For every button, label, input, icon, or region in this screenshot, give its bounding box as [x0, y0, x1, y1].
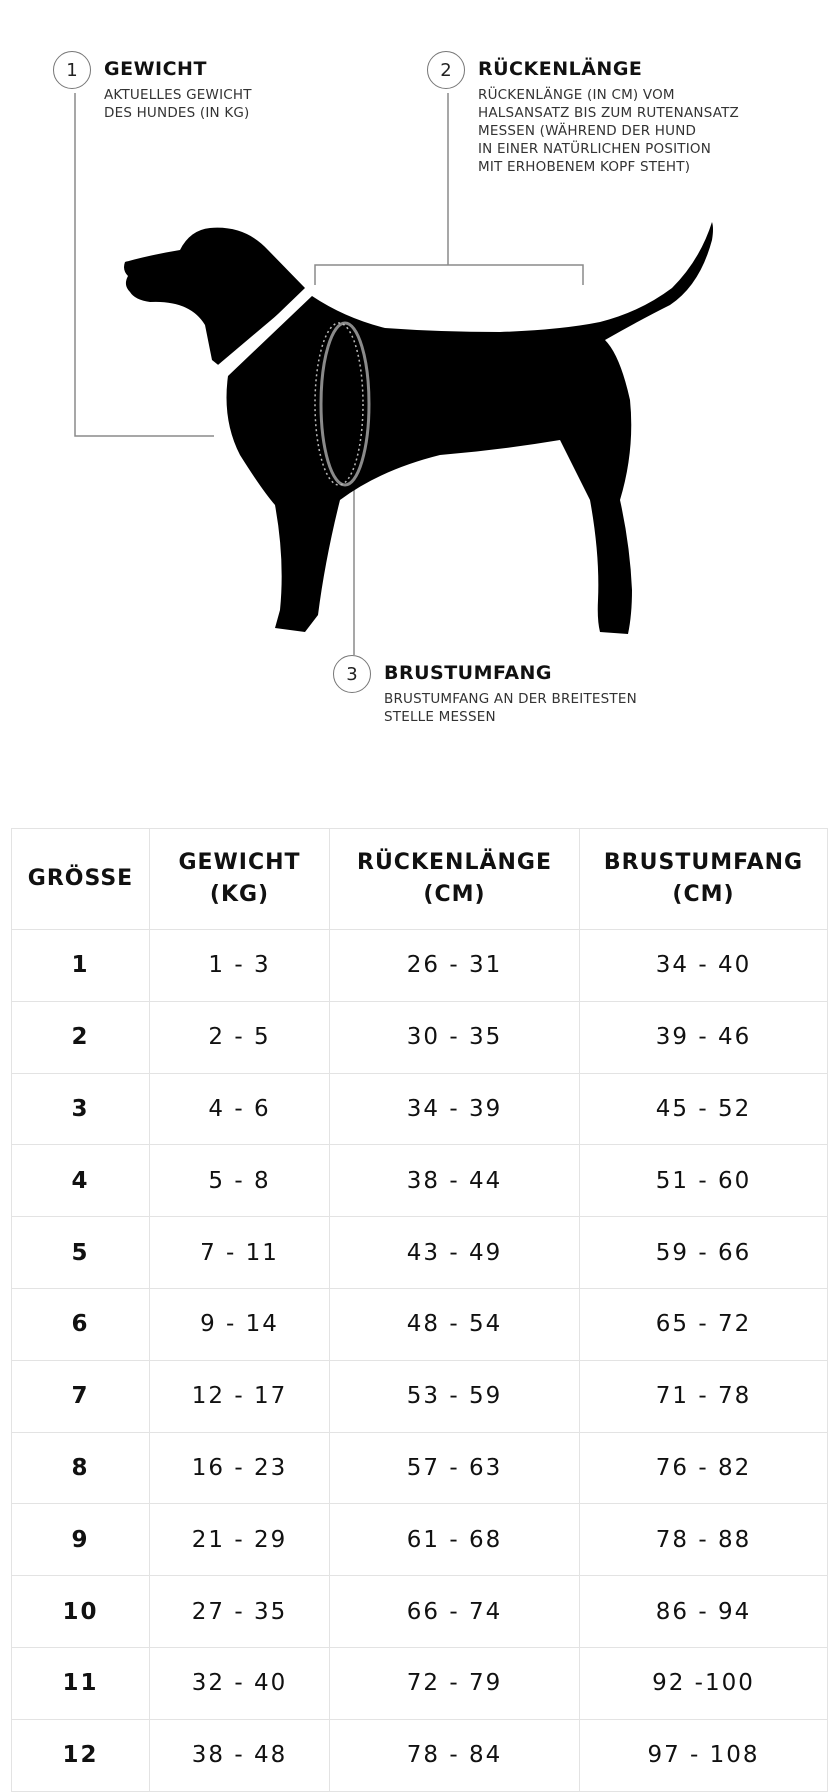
header-unit: (KG) [209, 882, 270, 907]
cell-weight: 12 - 17 [150, 1360, 330, 1432]
cell-size: 1 [12, 930, 150, 1002]
cell-chest-girth: 45 - 52 [580, 1073, 828, 1145]
cell-size: 5 [12, 1217, 150, 1289]
cell-size: 6 [12, 1288, 150, 1360]
size-table [11, 828, 828, 1792]
desc-line: BRUSTUMFANG AN DER BREITESTEN [384, 691, 637, 707]
table-row [12, 1576, 828, 1648]
cell-back-length: 53 - 59 [330, 1360, 580, 1432]
cell-back-length: 38 - 44 [330, 1145, 580, 1217]
header-size [12, 829, 150, 930]
label-back-length [478, 58, 739, 176]
label-chest-girth [384, 662, 637, 726]
cell-weight: 27 - 35 [150, 1576, 330, 1648]
cell-chest-girth: 59 - 66 [580, 1217, 828, 1289]
label-number-3: 3 [333, 655, 371, 693]
cell-weight: 1 - 3 [150, 930, 330, 1002]
cell-size: 11 [12, 1647, 150, 1719]
cell-chest-girth: 71 - 78 [580, 1360, 828, 1432]
cell-weight: 7 - 11 [150, 1217, 330, 1289]
cell-back-length: 48 - 54 [330, 1288, 580, 1360]
cell-size: 12 [12, 1719, 150, 1791]
cell-back-length: 66 - 74 [330, 1576, 580, 1648]
table-row [12, 1288, 828, 1360]
cell-back-length: 57 - 63 [330, 1432, 580, 1504]
header-chest-girth [580, 829, 828, 930]
label-back-length-desc [478, 86, 739, 176]
header-weight [150, 829, 330, 930]
label-chest-girth-desc [384, 690, 637, 726]
measurement-diagram [0, 0, 838, 760]
cell-chest-girth: 51 - 60 [580, 1145, 828, 1217]
cell-size: 2 [12, 1001, 150, 1073]
table-row [12, 1504, 828, 1576]
cell-size: 3 [12, 1073, 150, 1145]
desc-line: AKTUELLES GEWICHT [104, 87, 252, 103]
table-row [12, 1360, 828, 1432]
cell-size: 9 [12, 1504, 150, 1576]
cell-weight: 5 - 8 [150, 1145, 330, 1217]
header-unit: (CM) [672, 882, 735, 907]
desc-line: RÜCKENLÄNGE (IN CM) VOM [478, 87, 675, 103]
label-number-1: 1 [53, 51, 91, 89]
dog-silhouette [124, 222, 713, 634]
label-weight [104, 58, 252, 122]
table-row [12, 930, 828, 1002]
table-row [12, 1145, 828, 1217]
label-number-2: 2 [427, 51, 465, 89]
cell-weight: 21 - 29 [150, 1504, 330, 1576]
header-text: BRUSTUMFANG [603, 850, 804, 875]
cell-weight: 9 - 14 [150, 1288, 330, 1360]
cell-back-length: 30 - 35 [330, 1001, 580, 1073]
cell-chest-girth: 34 - 40 [580, 930, 828, 1002]
cell-chest-girth: 86 - 94 [580, 1576, 828, 1648]
cell-weight: 4 - 6 [150, 1073, 330, 1145]
label-weight-title: GEWICHT [104, 58, 207, 80]
cell-chest-girth: 78 - 88 [580, 1504, 828, 1576]
table-row [12, 1217, 828, 1289]
cell-back-length: 34 - 39 [330, 1073, 580, 1145]
table-header-row [12, 829, 828, 930]
header-text: GEWICHT [178, 850, 301, 875]
header-text: RÜCKENLÄNGE [357, 850, 552, 875]
cell-chest-girth: 65 - 72 [580, 1288, 828, 1360]
header-unit: (CM) [423, 882, 486, 907]
table-row [12, 1073, 828, 1145]
desc-line: STELLE MESSEN [384, 709, 496, 725]
cell-size: 10 [12, 1576, 150, 1648]
cell-back-length: 72 - 79 [330, 1647, 580, 1719]
cell-chest-girth: 39 - 46 [580, 1001, 828, 1073]
table-row [12, 1719, 828, 1791]
cell-chest-girth: 97 - 108 [580, 1719, 828, 1791]
label-weight-desc [104, 86, 252, 122]
cell-weight: 32 - 40 [150, 1647, 330, 1719]
cell-size: 4 [12, 1145, 150, 1217]
cell-size: 8 [12, 1432, 150, 1504]
table-row [12, 1432, 828, 1504]
cell-back-length: 61 - 68 [330, 1504, 580, 1576]
header-text: GRÖSSE [27, 866, 134, 891]
desc-line: MESSEN (WÄHREND DER HUND [478, 123, 697, 139]
cell-back-length: 78 - 84 [330, 1719, 580, 1791]
desc-line: MIT ERHOBENEM KOPF STEHT) [478, 159, 691, 175]
cell-weight: 16 - 23 [150, 1432, 330, 1504]
header-back-length [330, 829, 580, 930]
table-row [12, 1001, 828, 1073]
table-row [12, 1647, 828, 1719]
cell-back-length: 43 - 49 [330, 1217, 580, 1289]
label-back-length-title: RÜCKENLÄNGE [478, 58, 643, 80]
label-chest-girth-title: BRUSTUMFANG [384, 662, 553, 684]
cell-weight: 2 - 5 [150, 1001, 330, 1073]
desc-line: IN EINER NATÜRLICHEN POSITION [478, 141, 712, 157]
cell-weight: 38 - 48 [150, 1719, 330, 1791]
desc-line: DES HUNDES (IN KG) [104, 105, 250, 121]
back-length-bracket [315, 265, 583, 285]
cell-back-length: 26 - 31 [330, 930, 580, 1002]
cell-size: 7 [12, 1360, 150, 1432]
cell-chest-girth: 76 - 82 [580, 1432, 828, 1504]
desc-line: HALSANSATZ BIS ZUM RUTENANSATZ [478, 105, 739, 121]
cell-chest-girth: 92 -100 [580, 1647, 828, 1719]
